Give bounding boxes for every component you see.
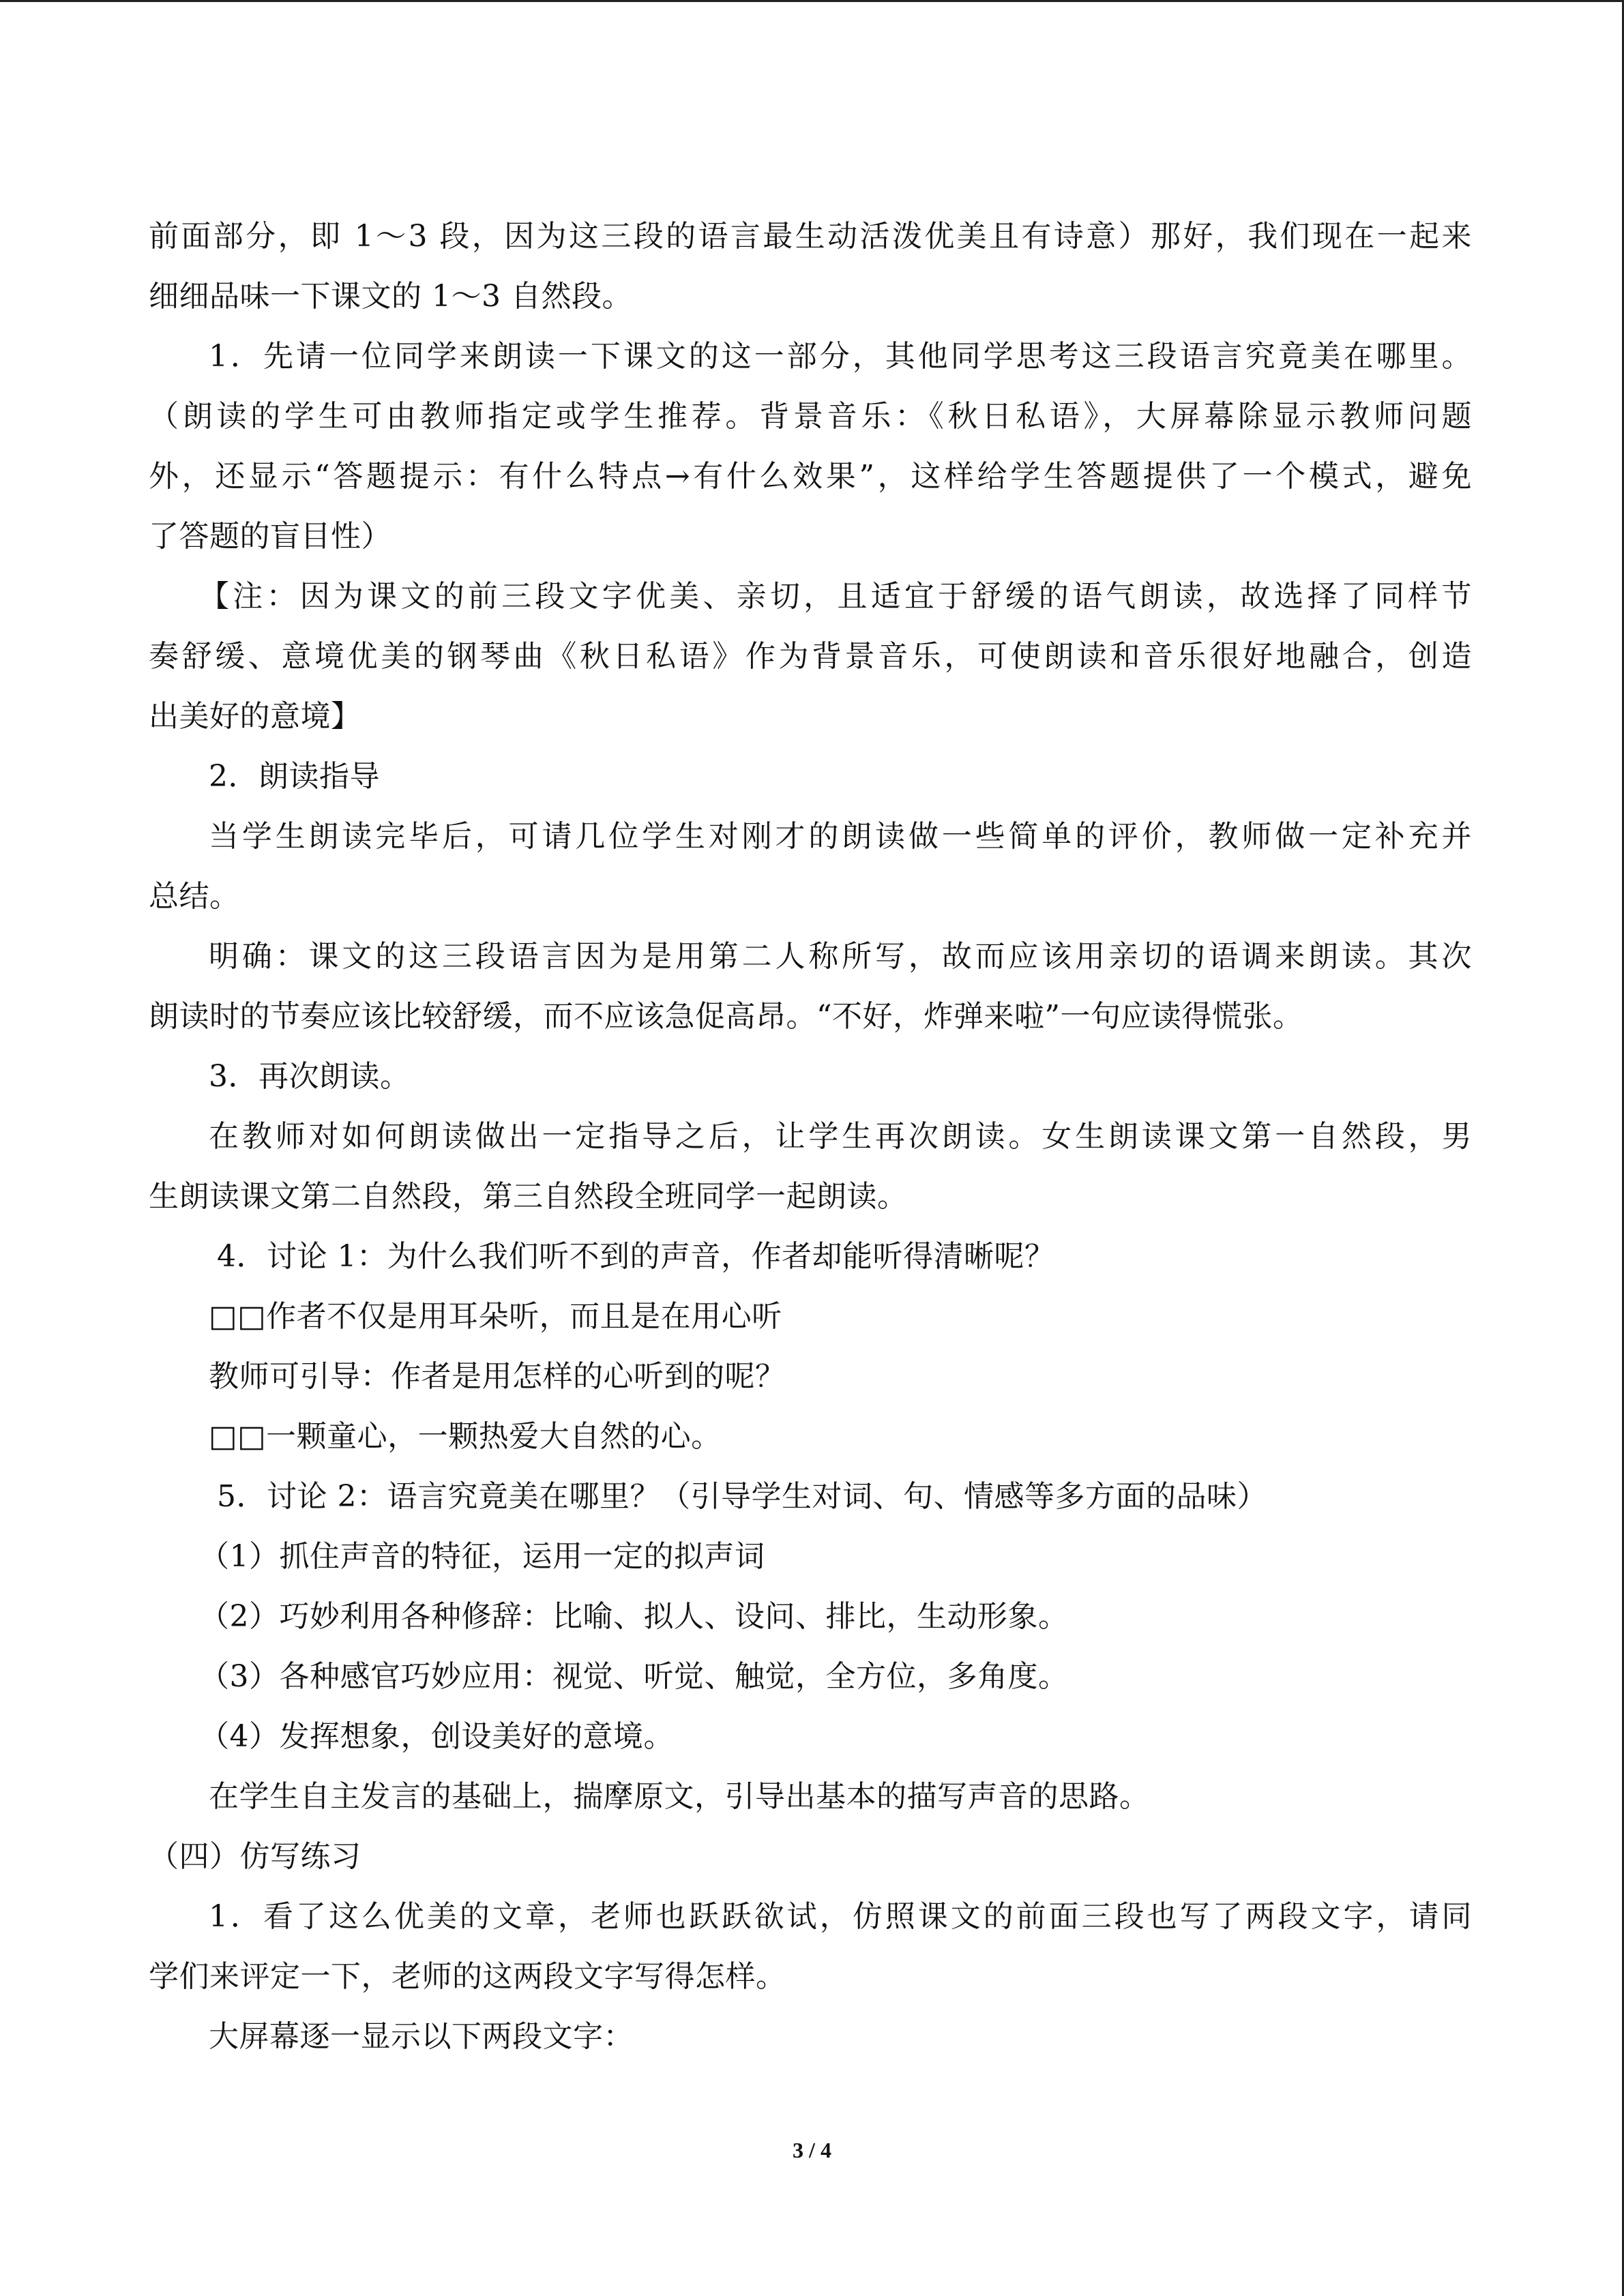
text-line: □□一颗童心，一颗热爱大自然的心。: [209, 1419, 722, 1454]
text-line: 当学生朗读完毕后，可请几位学生对刚才的朗读做一些简单的评价，教师做一定补充并: [209, 819, 1472, 854]
document-body: [149, 207, 1472, 2067]
text-line: 朗读时的节奏应该比较舒缓，而不应该急促高昂。“不好，炸弹来啦”一句应读得慌张。: [149, 999, 1303, 1034]
text-line: 大屏幕逐一显示以下两段文字：: [209, 2019, 634, 2054]
text-line: 在教师对如何朗读做出一定指导之后，让学生再次朗读。女生朗读课文第一自然段，男: [209, 1119, 1472, 1154]
text-line: 学们来评定一下，老师的这两段文字写得怎样。: [149, 1959, 786, 1994]
discussion-question: 4．讨论 1：为什么我们听不到的声音，作者却能听得清晰呢？: [217, 1239, 1055, 1274]
text-line: 1．看了这么优美的文章，老师也跃跃欲试，仿照课文的前面三段也写了两段文字，请同: [209, 1899, 1472, 1934]
text-line: 生朗读课文第二自然段，第三自然段全班同学一起朗读。: [149, 1179, 908, 1214]
text-line: 1．先请一位同学来朗读一下课文的这一部分，其他同学思考这三段语言究竟美在哪里。: [209, 339, 1472, 374]
text-line: □□作者不仅是用耳朵听，而且是在用心听: [209, 1299, 782, 1334]
text-line: 在学生自主发言的基础上，揣摩原文，引导出基本的描写声音的思路。: [209, 1779, 1150, 1814]
text-line: 细细品味一下课文的 1～3 自然段。: [149, 279, 632, 314]
section-heading: 3．再次朗读。: [209, 1059, 411, 1094]
text-line: 外，还显示“答题提示：有什么特点→有什么效果”，这样给学生答题提供了一个模式，避免: [149, 459, 1472, 494]
text-line: 出美好的意境】: [149, 699, 361, 734]
discussion-question: 5．讨论 2：语言究竟美在哪里？（引导学生对词、句、情感等多方面的品味）: [217, 1479, 1267, 1514]
text-line: 总结。: [149, 879, 240, 914]
section-heading: 2．朗读指导: [209, 759, 380, 794]
text-line: 奏舒缓、意境优美的钢琴曲《秋日私语》作为背景音乐，可使朗读和音乐很好地融合，创造: [149, 639, 1472, 674]
section-heading: （四）仿写练习: [149, 1839, 361, 1874]
list-item: （3）各种感官巧妙应用：视觉、听觉、触觉，全方位，多角度。: [199, 1659, 1069, 1694]
text-line: 明确：课文的这三段语言因为是用第二人称所写，故而应该用亲切的语调来朗读。其次: [209, 939, 1472, 974]
text-line: 前面部分，即 1～3 段，因为这三段的语言最生动活泼优美且有诗意）那好，我们现在一起来: [149, 219, 1472, 254]
text-line: 【注：因为课文的前三段文字优美、亲切，且适宜于舒缓的语气朗读，故选择了同样节: [199, 579, 1472, 614]
text-line: 了答题的盲目性）: [149, 519, 392, 554]
list-item: （1）抓住声音的特征，运用一定的拟声词: [199, 1539, 765, 1574]
list-item: （4）发挥想象，创设美好的意境。: [199, 1719, 674, 1754]
text-line: （朗读的学生可由教师指定或学生推荐。背景音乐：《秋日私语》，大屏幕除显示教师问题: [149, 399, 1472, 434]
text-line: 教师可引导：作者是用怎样的心听到的呢？: [209, 1359, 786, 1394]
page-number: 3 / 4: [793, 2138, 831, 2162]
list-item: （2）巧妙利用各种修辞：比喻、拟人、设问、排比，生动形象。: [199, 1599, 1069, 1634]
